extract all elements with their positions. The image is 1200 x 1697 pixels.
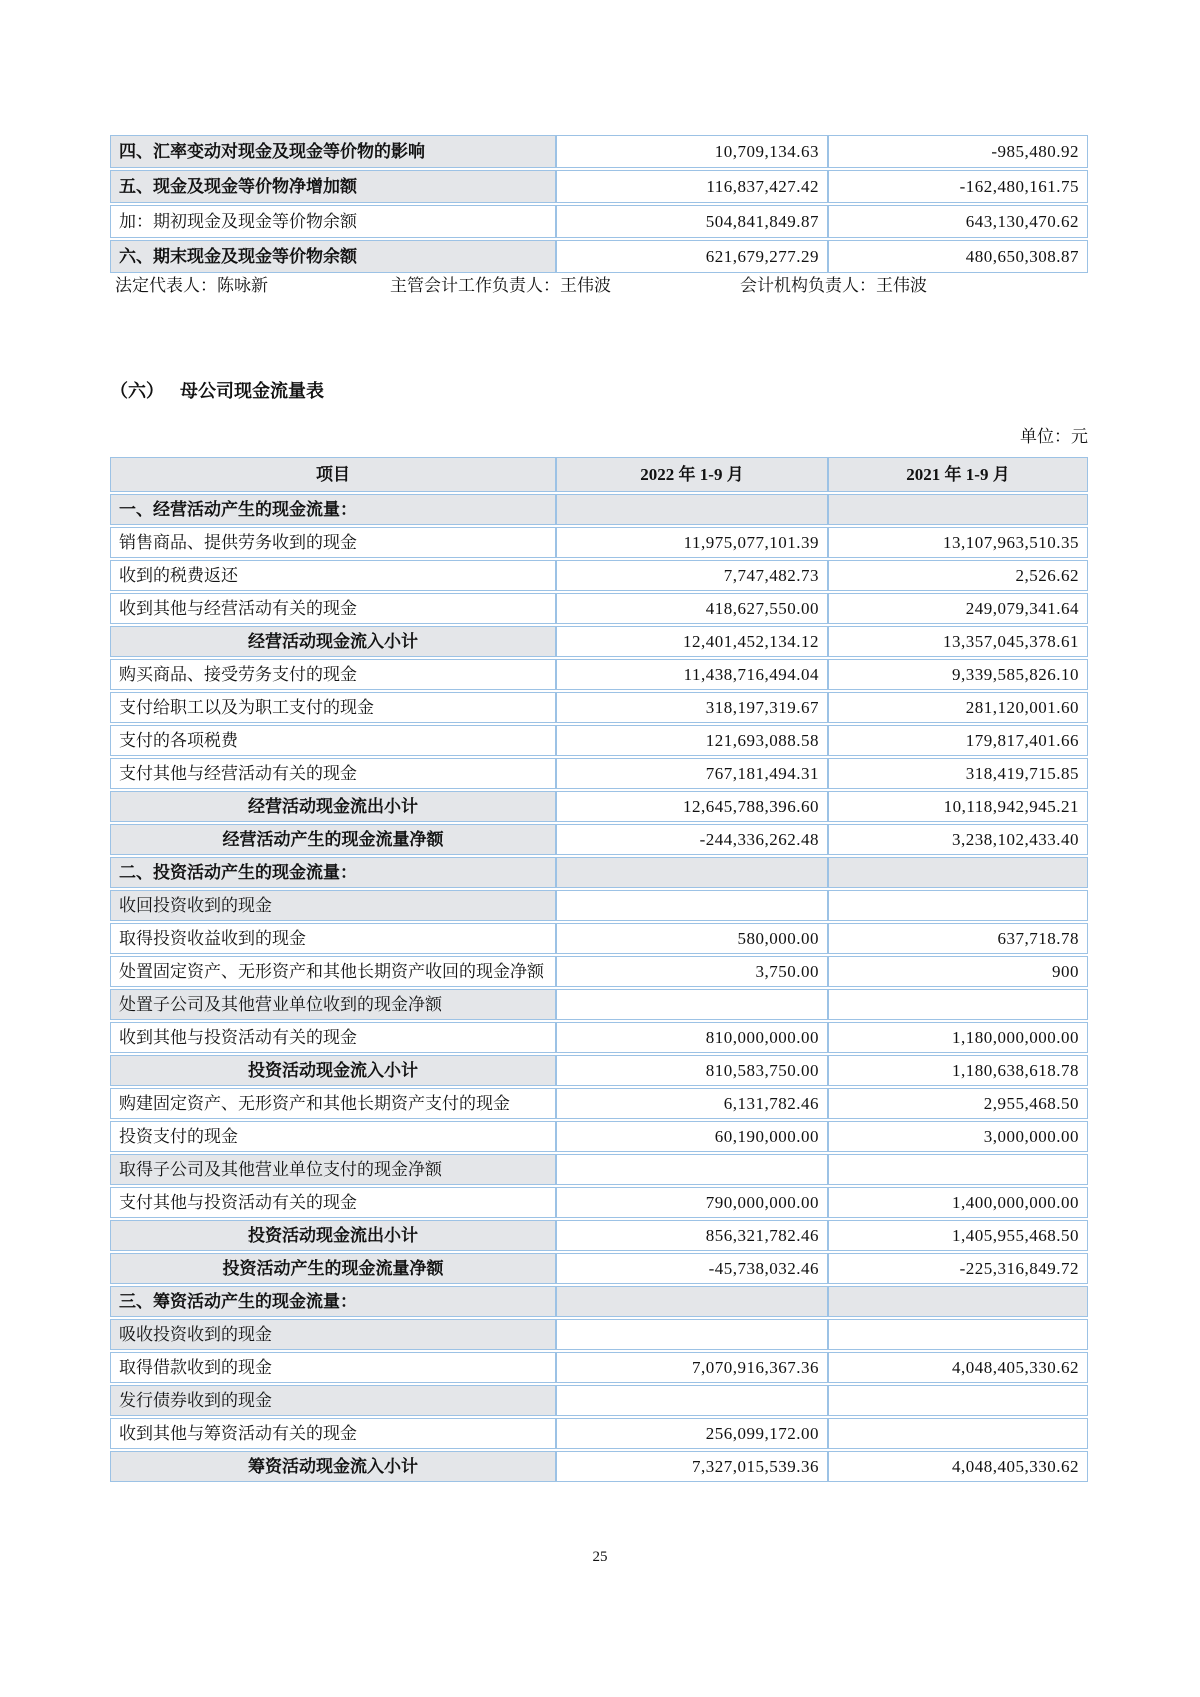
table-row [110, 1352, 1088, 1383]
value-2021: 2,955,468.50 [828, 1088, 1088, 1119]
main-table-body [110, 494, 1088, 1482]
value-2021: 13,107,963,510.35 [828, 527, 1088, 558]
row-label: 取得投资收益收到的现金 [110, 923, 556, 954]
row-label: 处置子公司及其他营业单位收到的现金净额 [110, 989, 556, 1020]
row-label: 投资活动现金流入小计 [110, 1055, 556, 1086]
value-2021: 643,130,470.62 [828, 205, 1088, 238]
table-row [110, 1385, 1088, 1416]
table-row [110, 527, 1088, 558]
consolidated-cashflow-table-tail [110, 133, 1088, 275]
value-2022: 856,321,782.46 [556, 1220, 828, 1251]
value-2021: -985,480.92 [828, 135, 1088, 168]
row-label: 投资活动现金流出小计 [110, 1220, 556, 1251]
table-row [110, 205, 1088, 238]
value-2022: 12,401,452,134.12 [556, 626, 828, 657]
value-2021: 2,526.62 [828, 560, 1088, 591]
value-2021: 249,079,341.64 [828, 593, 1088, 624]
parent-company-cashflow-table-wrap [110, 455, 1088, 1484]
table-row [110, 692, 1088, 723]
signatories-line [110, 271, 1088, 295]
row-label: 经营活动现金流出小计 [110, 791, 556, 822]
row-label: 经营活动现金流入小计 [110, 626, 556, 657]
table-row [110, 1088, 1088, 1119]
table-row [110, 956, 1088, 987]
row-label: 收到其他与投资活动有关的现金 [110, 1022, 556, 1053]
table-row [110, 1154, 1088, 1185]
accounting-department-head-label: 会计机构负责人：王伟波 [740, 276, 927, 295]
row-label: 取得借款收到的现金 [110, 1352, 556, 1383]
row-label: 收到的税费返还 [110, 560, 556, 591]
table-row [110, 923, 1088, 954]
section-name: 母公司现金流量表 [180, 381, 324, 401]
table-row [110, 1418, 1088, 1449]
value-2021: 480,650,308.87 [828, 240, 1088, 273]
table-row [110, 170, 1088, 203]
value-2021 [828, 1418, 1088, 1449]
table-row [110, 791, 1088, 822]
value-2022: 10,709,134.63 [556, 135, 828, 168]
row-label: 四、汇率变动对现金及现金等价物的影响 [110, 135, 556, 168]
value-2022 [556, 1385, 828, 1416]
value-2022 [556, 1319, 828, 1350]
table-row [110, 1319, 1088, 1350]
table-row [110, 135, 1088, 168]
value-2021: 9,339,585,826.10 [828, 659, 1088, 690]
value-2022: 11,975,077,101.39 [556, 527, 828, 558]
row-label: 二、投资活动产生的现金流量： [110, 857, 556, 888]
row-label: 吸收投资收到的现金 [110, 1319, 556, 1350]
value-2021: 179,817,401.66 [828, 725, 1088, 756]
table-row [110, 1055, 1088, 1086]
top-table-body [110, 135, 1088, 273]
value-2021: 281,120,001.60 [828, 692, 1088, 723]
value-2022: 11,438,716,494.04 [556, 659, 828, 690]
value-2021 [828, 1286, 1088, 1317]
value-2021: 1,400,000,000.00 [828, 1187, 1088, 1218]
table-row [110, 758, 1088, 789]
table-row [110, 1253, 1088, 1284]
value-2022: 12,645,788,396.60 [556, 791, 828, 822]
value-2022 [556, 494, 828, 525]
table-row [110, 890, 1088, 921]
value-2022: 116,837,427.42 [556, 170, 828, 203]
value-2021: 900 [828, 956, 1088, 987]
row-label: 发行债券收到的现金 [110, 1385, 556, 1416]
row-label: 支付给职工以及为职工支付的现金 [110, 692, 556, 723]
value-2021: 4,048,405,330.62 [828, 1451, 1088, 1482]
table-row [110, 989, 1088, 1020]
value-2022: 621,679,277.29 [556, 240, 828, 273]
value-2022: -244,336,262.48 [556, 824, 828, 855]
page-number: 25 [592, 1549, 608, 1565]
row-label: 收到其他与经营活动有关的现金 [110, 593, 556, 624]
value-2021: 4,048,405,330.62 [828, 1352, 1088, 1383]
value-2021 [828, 1385, 1088, 1416]
value-2022: 6,131,782.46 [556, 1088, 828, 1119]
value-2022: 418,627,550.00 [556, 593, 828, 624]
value-2021: 13,357,045,378.61 [828, 626, 1088, 657]
row-label: 支付的各项税费 [110, 725, 556, 756]
value-2022: 7,327,015,539.36 [556, 1451, 828, 1482]
value-2022: 767,181,494.31 [556, 758, 828, 789]
table-row [110, 1220, 1088, 1251]
value-2022: 121,693,088.58 [556, 725, 828, 756]
value-2022: 256,099,172.00 [556, 1418, 828, 1449]
table-row [110, 1187, 1088, 1218]
value-2022: 7,747,482.73 [556, 560, 828, 591]
value-2021 [828, 857, 1088, 888]
value-2021: 637,718.78 [828, 923, 1088, 954]
row-label: 处置固定资产、无形资产和其他长期资产收回的现金净额 [110, 956, 556, 987]
value-2021: 10,118,942,945.21 [828, 791, 1088, 822]
main-table-header [110, 457, 1088, 492]
chief-accounting-officer-label: 主管会计工作负责人：王伟波 [390, 276, 611, 295]
value-2021: -225,316,849.72 [828, 1253, 1088, 1284]
section-index: （六） [110, 381, 164, 401]
row-label: 取得子公司及其他营业单位支付的现金净额 [110, 1154, 556, 1185]
row-label: 经营活动产生的现金流量净额 [110, 824, 556, 855]
row-label: 投资活动产生的现金流量净额 [110, 1253, 556, 1284]
column-header-2021: 2021 年 1-9 月 [828, 457, 1088, 492]
row-label: 加：期初现金及现金等价物余额 [110, 205, 556, 238]
row-label: 收到其他与筹资活动有关的现金 [110, 1418, 556, 1449]
header-row [110, 457, 1088, 492]
value-2022: 504,841,849.87 [556, 205, 828, 238]
value-2022 [556, 989, 828, 1020]
value-2021: -162,480,161.75 [828, 170, 1088, 203]
table-row [110, 659, 1088, 690]
row-label: 五、现金及现金等价物净增加额 [110, 170, 556, 203]
row-label: 购买商品、接受劳务支付的现金 [110, 659, 556, 690]
value-2021: 1,180,638,618.78 [828, 1055, 1088, 1086]
value-2022: 790,000,000.00 [556, 1187, 828, 1218]
row-label: 六、期末现金及现金等价物余额 [110, 240, 556, 273]
row-label: 筹资活动现金流入小计 [110, 1451, 556, 1482]
row-label: 支付其他与投资活动有关的现金 [110, 1187, 556, 1218]
table-row [110, 725, 1088, 756]
table-row [110, 1286, 1088, 1317]
value-2021: 318,419,715.85 [828, 758, 1088, 789]
value-2022 [556, 1154, 828, 1185]
table-row [110, 593, 1088, 624]
value-2022: 318,197,319.67 [556, 692, 828, 723]
column-header-item: 项目 [110, 457, 556, 492]
table-row [110, 1121, 1088, 1152]
parent-company-cashflow-table [110, 455, 1088, 1484]
value-2021: 1,405,955,468.50 [828, 1220, 1088, 1251]
row-label: 购建固定资产、无形资产和其他长期资产支付的现金 [110, 1088, 556, 1119]
value-2022 [556, 857, 828, 888]
table-row [110, 1022, 1088, 1053]
table-row [110, 626, 1088, 657]
legal-representative-label: 法定代表人：陈咏新 [115, 276, 268, 295]
value-2022: 3,750.00 [556, 956, 828, 987]
value-2022: 810,000,000.00 [556, 1022, 828, 1053]
value-2021: 1,180,000,000.00 [828, 1022, 1088, 1053]
table-row [110, 824, 1088, 855]
unit-label: 单位：元 [1020, 427, 1088, 446]
table-row [110, 560, 1088, 591]
value-2022: -45,738,032.46 [556, 1253, 828, 1284]
row-label: 三、筹资活动产生的现金流量： [110, 1286, 556, 1317]
value-2022: 60,190,000.00 [556, 1121, 828, 1152]
value-2022: 580,000.00 [556, 923, 828, 954]
column-header-2022: 2022 年 1-9 月 [556, 457, 828, 492]
value-2022 [556, 890, 828, 921]
row-label: 投资支付的现金 [110, 1121, 556, 1152]
table-row [110, 240, 1088, 273]
table-row [110, 1451, 1088, 1482]
value-2022: 810,583,750.00 [556, 1055, 828, 1086]
value-2021 [828, 1154, 1088, 1185]
value-2021 [828, 890, 1088, 921]
row-label: 一、经营活动产生的现金流量： [110, 494, 556, 525]
value-2021 [828, 1319, 1088, 1350]
row-label: 收回投资收到的现金 [110, 890, 556, 921]
table-row [110, 494, 1088, 525]
value-2022 [556, 1286, 828, 1317]
section-title [110, 377, 1088, 403]
value-2021 [828, 494, 1088, 525]
row-label: 销售商品、提供劳务收到的现金 [110, 527, 556, 558]
top-table [110, 133, 1088, 275]
value-2021 [828, 989, 1088, 1020]
value-2021: 3,238,102,433.40 [828, 824, 1088, 855]
value-2022: 7,070,916,367.36 [556, 1352, 828, 1383]
row-label: 支付其他与经营活动有关的现金 [110, 758, 556, 789]
value-2021: 3,000,000.00 [828, 1121, 1088, 1152]
table-row [110, 857, 1088, 888]
